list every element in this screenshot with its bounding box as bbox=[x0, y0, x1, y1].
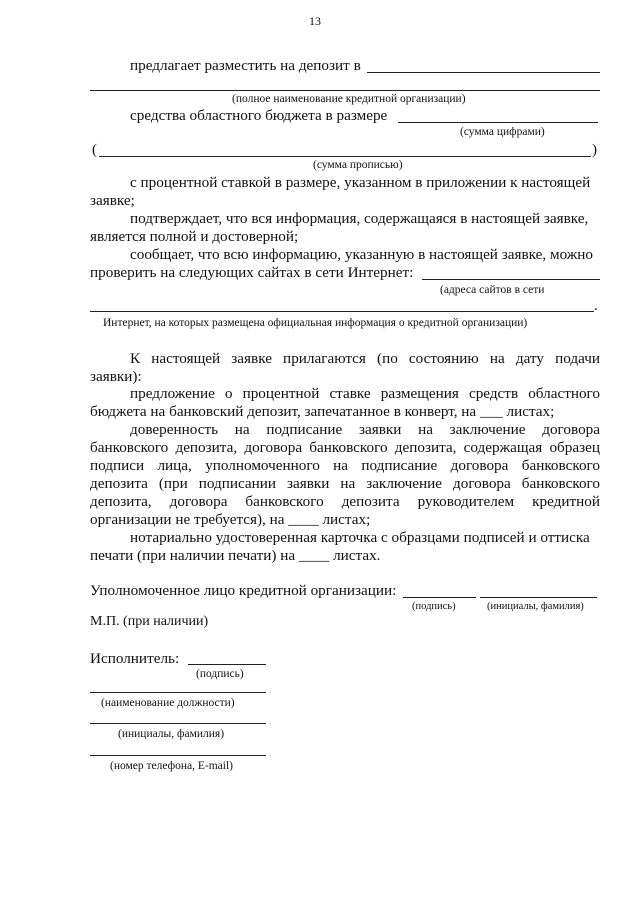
open-paren: ( bbox=[92, 141, 98, 158]
auth-initials-caption: (инициалы, фамилия) bbox=[487, 601, 584, 612]
deposit-intro-text: предлагает разместить на депозит в bbox=[130, 57, 361, 74]
sites-line1: сообщает, что всю информацию, указанную в настоящей заявке, можно bbox=[130, 246, 594, 263]
interest-rate-line2: заявке; bbox=[90, 192, 135, 209]
executor-contacts-blank[interactable] bbox=[90, 755, 266, 756]
budget-amount-text: средства областного бюджета в размере bbox=[130, 107, 388, 124]
power-of-attorney-line1: доверенность на подписание заявки на заключение договора bbox=[130, 421, 600, 438]
auth-initials-blank[interactable] bbox=[480, 597, 597, 598]
power-of-attorney-line2: банковского депозита, договора банковского депозита, содержащая образец bbox=[90, 439, 600, 456]
executor-initials-caption: (инициалы, фамилия) bbox=[118, 728, 225, 740]
power-of-attorney-line3: подписи лица, уполномоченного на подписание договора банковского bbox=[90, 457, 600, 474]
proposal-line1: предложение о процентной ставке размещения средств областного bbox=[130, 385, 600, 402]
authorized-person-label: Уполномоченное лицо кредитной организации: bbox=[90, 582, 397, 599]
bank-name-blank[interactable] bbox=[367, 72, 600, 73]
sites-end-dot: . bbox=[594, 297, 598, 314]
executor-position-caption: (наименование должности) bbox=[101, 697, 235, 709]
notary-card-line1: нотариально удостоверенная карточка с образцами подписей и оттиска bbox=[130, 529, 590, 546]
executor-position-blank[interactable] bbox=[90, 692, 266, 693]
confirm-line2: является полной и достоверной; bbox=[90, 228, 299, 245]
sites-blank[interactable] bbox=[422, 279, 600, 280]
interest-rate-line1: с процентной ставкой в размере, указанном в приложении к настоящей bbox=[130, 174, 591, 191]
executor-label: Исполнитель: bbox=[90, 650, 180, 667]
close-paren: ) bbox=[592, 141, 598, 158]
power-of-attorney-line5: депозита, договора банковского депозита руководителем кредитной bbox=[90, 493, 600, 510]
sites-caption-1: (адреса сайтов в сети bbox=[440, 284, 545, 296]
sum-words-blank[interactable] bbox=[99, 156, 591, 157]
power-of-attorney-line4: депозита (при подписании заявки на заключение договора банковского bbox=[90, 475, 600, 492]
sum-digits-caption: (сумма цифрами) bbox=[460, 126, 545, 138]
proposal-line2: бюджета на банковский депозит, запечатанное в конверт, на ___ листах; bbox=[90, 403, 555, 420]
notary-card-line2: печати (при наличии печати) на ____ листах. bbox=[90, 547, 381, 564]
confirm-line1: подтверждает, что вся информация, содержащаяся в настоящей заявке, bbox=[130, 210, 589, 227]
attachments-line1: К настоящей заявке прилагаются (по состоянию на дату подачи bbox=[130, 350, 600, 367]
seal-note: М.П. (при наличии) bbox=[90, 614, 209, 629]
sites-line2: проверить на следующих сайтах в сети Интернет: bbox=[90, 264, 414, 281]
sum-words-caption: (сумма прописью) bbox=[313, 159, 403, 171]
executor-signature-blank[interactable] bbox=[188, 664, 266, 665]
bank-name-full-line[interactable] bbox=[90, 90, 600, 91]
sum-digits-blank[interactable] bbox=[398, 122, 598, 123]
attachments-line2: заявки): bbox=[90, 368, 142, 385]
power-of-attorney-line6: организации не требуется), на ____ листах; bbox=[90, 511, 371, 528]
sites-full-line[interactable] bbox=[90, 311, 594, 312]
sites-caption-2: Интернет, на которых размещена официальная информация о кредитной организации) bbox=[103, 317, 528, 329]
auth-signature-blank[interactable] bbox=[403, 597, 476, 598]
executor-initials-blank[interactable] bbox=[90, 723, 266, 724]
page-number: 13 bbox=[309, 14, 321, 28]
executor-contacts-caption: (номер телефона, E-mail) bbox=[110, 760, 233, 772]
bank-name-caption: (полное наименование кредитной организации) bbox=[232, 93, 466, 105]
executor-signature-caption: (подпись) bbox=[196, 668, 244, 680]
auth-signature-caption: (подпись) bbox=[412, 601, 456, 612]
